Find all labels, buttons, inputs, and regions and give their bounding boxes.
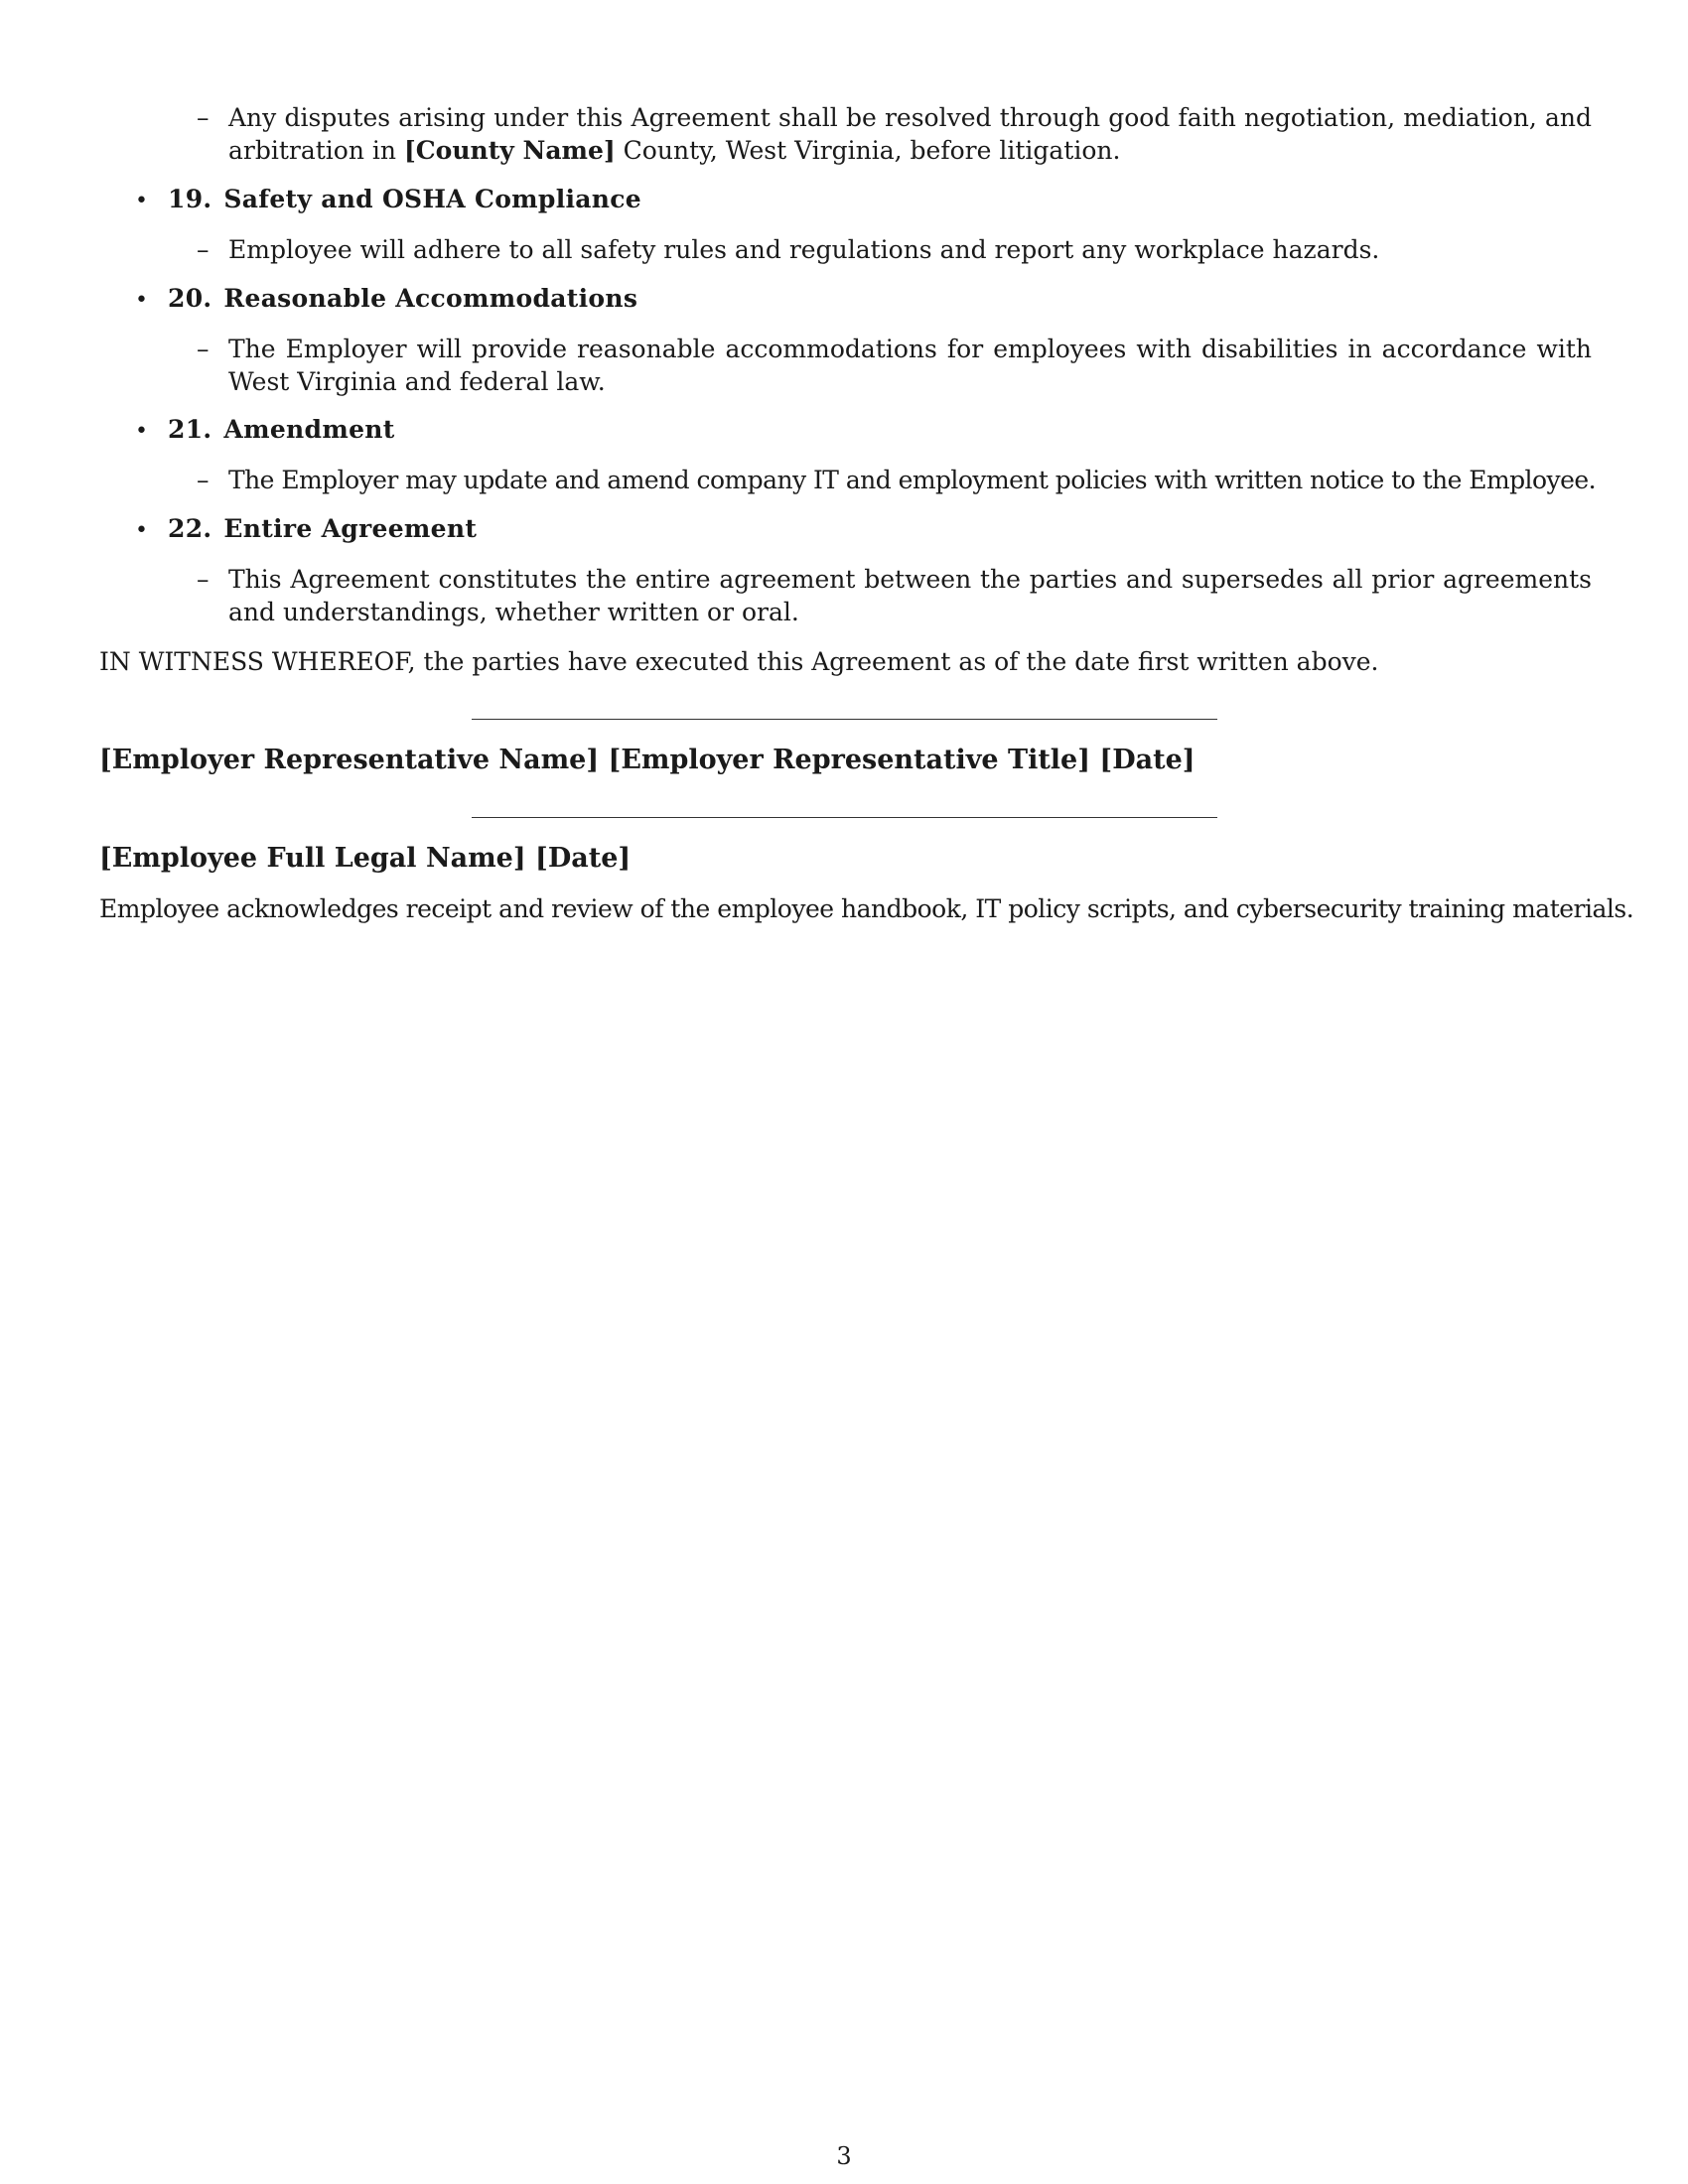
section-21-title: Amendment [223,415,395,444]
employee-signature-line[interactable] [472,817,1217,818]
bullet-22: • [135,518,148,543]
section-22-heading [168,512,477,545]
employer-sign-date: [Date] [1099,745,1196,775]
section-22-text: This Agreement constitutes the entire agreement between the parties and supersedes all prior agreements and understandings, whether written or oral. [228,565,1592,626]
section-19-number: 19. [168,185,212,213]
list-dash: – [197,466,210,494]
employer-signature-line[interactable] [472,719,1217,720]
dispute-line-1: Any disputes arising under this Agreement shall be resolved through good faith negotiation, mediation, and [228,103,1592,132]
section-20-title: Reasonable Accommodations [223,284,638,313]
employer-rep-title: [Employer Representative Title] [608,745,1091,775]
employer-signature-block [99,745,1196,775]
section-21-text: The Employer may update and amend company IT and employment policies with written notice to the Employee. [228,466,1596,494]
section-19-title: Safety and OSHA Compliance [223,185,642,213]
section-22-title: Entire Agreement [223,514,478,543]
section-19-text: Employee will adhere to all safety rules and regulations and report any workplace hazards. [228,235,1380,264]
list-dash: – [197,565,210,594]
dispute-resolution-text [228,101,1592,167]
bullet-20: • [135,288,148,313]
employee-full-name: [Employee Full Legal Name] [99,843,526,874]
employee-signature-block [99,843,631,874]
section-20-number: 20. [168,284,212,313]
acknowledgment-text: Employee acknowledges receipt and review of the employee handbook, IT policy scripts, and cybersecurity training materials. [99,894,1634,923]
employer-rep-name: [Employer Representative Name] [99,745,600,775]
list-dash: – [197,103,210,132]
section-20-text: The Employer will provide reasonable accommodations for employees with disabilities in accordance with West Virginia and federal law. [228,335,1592,396]
page-number: 3 [836,2142,852,2170]
section-22-number: 22. [168,514,212,543]
dispute-line-2-suffix: County, West Virginia, before litigation. [615,136,1121,165]
bullet-19: • [135,189,148,213]
county-name-placeholder: [County Name] [403,136,616,165]
dispute-line-2-prefix: arbitration in [228,136,404,165]
section-19-heading [168,183,641,215]
witness-clause: IN WITNESS WHEREOF, the parties have executed this Agreement as of the date first written above. [99,647,1379,676]
section-21-heading [168,413,395,446]
employee-sign-date: [Date] [535,843,632,874]
section-21-number: 21. [168,415,212,444]
section-20-heading [168,282,637,315]
dispute-line-2 [228,134,1592,167]
bullet-21: • [135,419,148,444]
list-dash: – [197,235,210,264]
list-dash: – [197,335,210,363]
